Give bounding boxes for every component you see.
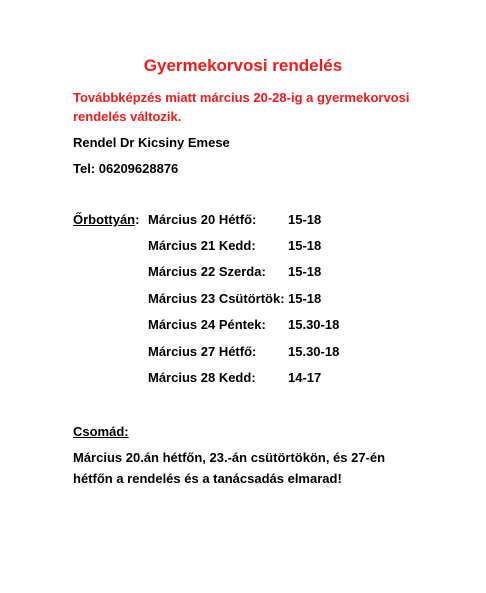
schedule-date: Március 20 Hétfő: (148, 212, 257, 227)
schedule-time: 15.30-18 (288, 317, 340, 332)
schedule-time: 14-17 (288, 370, 322, 385)
schedule-row (73, 344, 433, 362)
schedule-row (73, 291, 433, 309)
doctor-line: Rendel Dr Kicsiny Emese (73, 135, 230, 150)
schedule-row (73, 370, 433, 388)
orbottyan-separator: : (135, 212, 140, 227)
schedule-time: 15-18 (288, 238, 322, 253)
csomad-text: Március 20.án hétfőn, 23.-án csütörtökön, és 27-én hétfőn a rendelés és a tanácsadás elmarad! (73, 450, 386, 486)
schedule-time: 15-18 (288, 264, 322, 279)
schedule-time: 15.30-18 (288, 344, 340, 359)
orbottyan-location: Őrbottyán (73, 212, 136, 227)
schedule-row (73, 264, 433, 282)
schedule-row (73, 212, 433, 230)
schedule-date: Március 28 Kedd: (148, 370, 256, 385)
schedule-date: Március 23 Csütörtök: (148, 291, 285, 306)
csomad-heading: Csomád: (73, 424, 129, 439)
schedule-date: Március 21 Kedd: (148, 238, 256, 253)
schedule-row (73, 238, 433, 256)
schedule-date: Március 27 Hétfő: (148, 344, 257, 359)
phone-line: Tel: 06209628876 (73, 161, 179, 176)
schedule-time: 15-18 (288, 291, 322, 306)
notice-text: Továbbképzés miatt március 20-28-ig a gyermekorvosi rendelés változik. (73, 90, 410, 124)
schedule-date: Március 24 Péntek: (148, 317, 266, 332)
schedule-date: Március 22 Szerda: (148, 264, 266, 279)
page-title: Gyermekorvosi rendelés (143, 56, 343, 75)
schedule-row (73, 317, 433, 335)
schedule-time: 15-18 (288, 212, 322, 227)
